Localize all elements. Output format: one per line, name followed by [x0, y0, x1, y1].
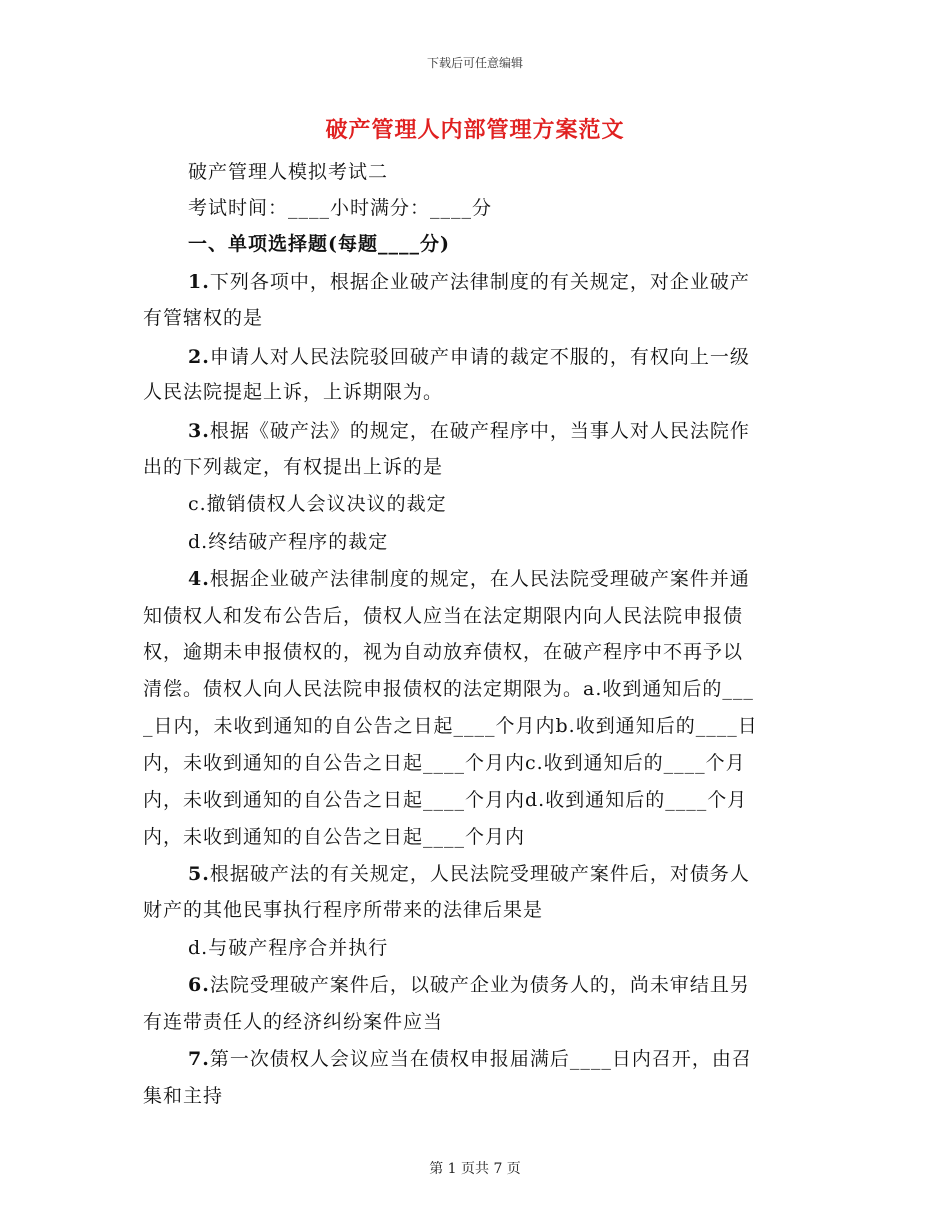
question-4-line-4: 清偿。债权人向人民法院申报债权的法定期限为。a.收到通知后的___	[143, 678, 754, 700]
page-footer: 第 1 页共 7 页	[429, 1161, 521, 1177]
question-4-line-3: 权，逾期未申报债权的，视为自动放弃债权，在破产程序中不再予以	[143, 641, 744, 663]
question-3-line-1: 3.根据《破产法》的规定，在破产程序中，当事人对人民法院作	[188, 420, 750, 442]
question-2-line-2: 人民法院提起上诉，上诉期限为。	[143, 381, 444, 403]
question-6-line-2: 有连带责任人的经济纠纷案件应当	[143, 1011, 444, 1033]
question-1-line-2: 有管辖权的是	[143, 307, 264, 329]
section-heading: 一、单项选择题(每题____分)	[188, 233, 450, 255]
question-4-line-5: _日内，未收到通知的自公告之日起____个月内b.收到通知后的____日	[143, 715, 758, 737]
question-number: 6.	[188, 974, 210, 996]
question-number: 5.	[188, 863, 210, 885]
question-4-line-8: 内，未收到通知的自公告之日起____个月内	[143, 826, 526, 848]
question-5-line-1: 5.根据破产法的有关规定，人民法院受理破产案件后，对债务人	[188, 863, 750, 885]
question-3-line-2: 出的下列裁定，有权提出上诉的是	[143, 456, 444, 478]
question-4-line-7: 内，未收到通知的自公告之日起____个月内d.收到通知后的____个月	[143, 789, 748, 811]
page-header: 下载后可任意编辑	[426, 56, 523, 70]
question-2-line-1: 2.申请人对人民法院驳回破产申请的裁定不服的，有权向上一级	[188, 346, 750, 368]
question-3-option-d: d.终结破产程序的裁定	[188, 531, 389, 553]
question-number: 3.	[188, 420, 210, 442]
question-7-line-2: 集和主持	[143, 1085, 224, 1107]
question-number: 7.	[188, 1048, 210, 1070]
question-5-line-2: 财产的其他民事执行程序所带来的法律后果是	[143, 899, 544, 921]
question-number: 1.	[188, 271, 210, 293]
question-number: 4.	[188, 568, 210, 590]
exam-info: 考试时间：____小时满分：____分	[188, 197, 493, 219]
question-4-line-1: 4.根据企业破产法律制度的规定，在人民法院受理破产案件并通	[188, 568, 750, 590]
question-7-line-1: 7.第一次债权人会议应当在债权申报届满后____日内召开，由召	[188, 1048, 752, 1070]
exam-subtitle: 破产管理人模拟考试二	[188, 161, 389, 183]
question-4-line-2: 知债权人和发布公告后，债权人应当在法定期限内向人民法院申报债	[143, 605, 744, 627]
question-number: 2.	[188, 346, 210, 368]
question-6-line-1: 6.法院受理破产案件后，以破产企业为债务人的，尚未审结且另	[188, 974, 750, 996]
question-1-line-1: 1.下列各项中，根据企业破产法律制度的有关规定，对企业破产	[188, 271, 750, 293]
document-title: 破产管理人内部管理方案范文	[325, 117, 625, 143]
question-5-option-d: d.与破产程序合并执行	[188, 937, 389, 959]
question-3-option-c: c.撤销债权人会议决议的裁定	[188, 493, 447, 515]
question-4-line-6: 内，未收到通知的自公告之日起____个月内c.收到通知后的____个月	[143, 752, 746, 774]
